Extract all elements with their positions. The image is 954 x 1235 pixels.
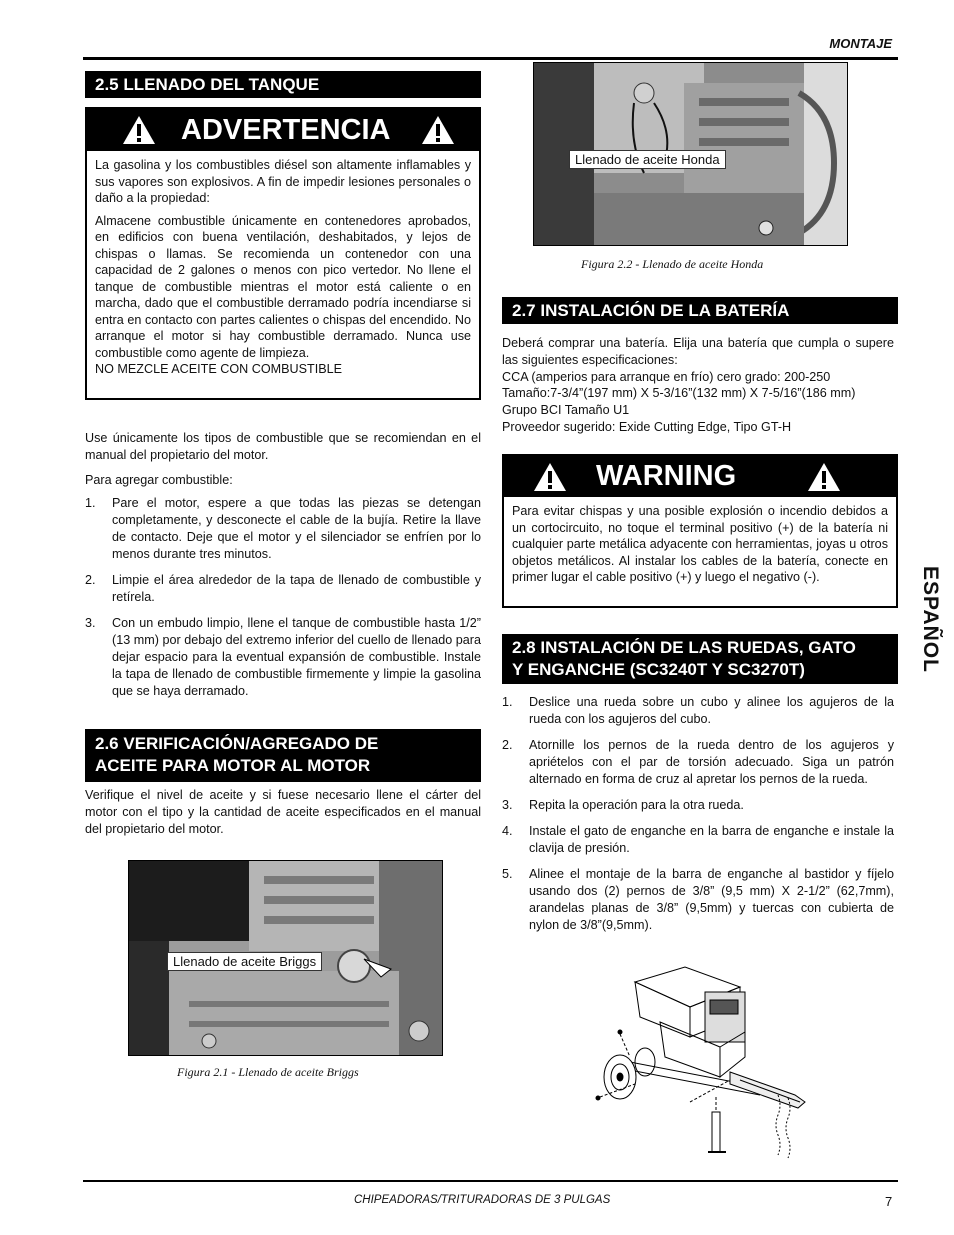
list-number: 1. — [85, 496, 96, 510]
list-item — [502, 823, 894, 857]
section-2-8-line2: Y ENGANCHE (SC3240T Y SC3270T) — [512, 660, 805, 679]
language-side-tab: ESPAÑOL — [919, 566, 942, 673]
list-item — [502, 866, 894, 934]
figure-2-2-label: Llenado de aceite Honda — [569, 150, 726, 169]
section-2-6-line2: ACEITE PARA MOTOR AL MOTOR — [95, 756, 371, 775]
warning-triangle-icon — [532, 461, 568, 493]
warning-header — [504, 456, 896, 497]
figure-2-1-label: Llenado de aceite Briggs — [167, 952, 322, 971]
header-rule — [83, 57, 898, 60]
battery-spec-line: Tamaño:7-3/4”(197 mm) X 5-3/16”(132 mm) X 7-5/16”(186 mm) — [502, 386, 856, 401]
warning-box — [502, 454, 898, 608]
battery-spec-line: Deberá comprar una batería. Elija una batería que cumpla o supere las siguientes especificaciones: — [502, 336, 894, 367]
advertencia-title: ADVERTENCIA — [181, 113, 391, 146]
list-number: 3. — [502, 798, 513, 812]
figure-2-2-photo — [533, 62, 848, 246]
warning-body: Para evitar chispas y una posible explosión o incendio debidos a un cortocircuito, no toque el terminal positivo (+) de la batería ni cualquier parte metálica adyacente con herramientas, joyas u otros objetos metálicos. Al instalar los cables de la batería, conecte en primer lugar el cable positivo (+) y luego el negativo (-). — [512, 504, 888, 584]
battery-spec-line: Grupo BCI Tamaño U1 — [502, 403, 630, 418]
section-2-6-body: Verifique el nivel de aceite y si fuese necesario llene el cárter del motor con el tipo y la cantidad de aceite especificados en el manual del propietario del motor. — [85, 788, 481, 836]
list-number: 3. — [85, 616, 96, 630]
list-item — [85, 572, 481, 606]
list-text: Instale el gato de enganche en la barra de enganche e instale la clavija de presión. — [529, 824, 894, 855]
list-item — [502, 694, 894, 728]
fuel-intro-block — [85, 430, 481, 497]
warning-title: WARNING — [596, 460, 737, 492]
list-item — [85, 615, 481, 700]
battery-spec-block — [502, 335, 894, 436]
list-item — [502, 797, 894, 814]
fuel-lead: Para agregar combustible: — [85, 473, 233, 487]
running-header: MONTAJE — [829, 36, 892, 51]
warning-triangle-icon — [121, 114, 157, 146]
section-2-7-heading: 2.7 INSTALACIÓN DE LA BATERÍA — [502, 297, 898, 324]
list-number: 2. — [85, 573, 96, 587]
list-text: Deslice una rueda sobre un cubo y alinee los agujeros de la rueda con los agujeros del cubo. — [529, 695, 894, 726]
figure-2-1-photo — [128, 860, 443, 1056]
figure-2-2-caption: Figura 2.2 - Llenado de aceite Honda — [581, 257, 764, 271]
footer-title: CHIPEADORAS/TRITURADORAS DE 3 PULGAS — [354, 1194, 611, 1206]
list-text: Limpie el área alrededor de la tapa de llenado de combustible y retírela. — [112, 573, 481, 604]
advertencia-box — [85, 107, 481, 400]
figure-2-1-caption: Figura 2.1 - Llenado de aceite Briggs — [177, 1065, 359, 1079]
list-number: 1. — [502, 695, 513, 709]
advertencia-body — [87, 151, 479, 390]
list-text: Alinee el montaje de la barra de enganche al bastidor y fíjelo usando dos (2) pernos de 3/8” (9,5 mm) X 2-1/2” (62,7mm), arandelas planas de 3/8” (9,5mm) y tuercas con cubierta de nylon de 3/8”(9,5mm). — [529, 867, 894, 932]
battery-spec-line: CCA (amperios para arranque en frío) cero grado: 200-250 — [502, 369, 831, 384]
advertencia-paragraph: NO MEZCLE ACEITE CON COMBUSTIBLE — [95, 362, 343, 376]
list-number: 5. — [502, 867, 513, 881]
list-number: 2. — [502, 738, 513, 752]
wheels-steps-list — [502, 694, 894, 943]
list-item — [85, 495, 481, 563]
advertencia-paragraph: Almacene combustible únicamente en contenedores aprobados, en edificios con buena ventilación, deshabitados, y lejos de chispas o llamas. Se recomienda un contenedor con una capacidad de 2 galones o menos con pico vertedor. No llene el tanque de combustible mientras el motor está caliente o en marcha, dado que el combustible derramado podría incendiarse si entra en contacto con partes calientes o chispas del encendido. No arranque el motor si hay combustible derramado. Nunca use combustible como agente de limpieza. — [95, 213, 471, 360]
section-2-6-heading — [85, 729, 481, 782]
list-text: Atornille los pernos de la rueda dentro de los agujeros y apriételos con el par de torsión adecuado. Siga un patrón alternado en forma de cruz al apretar los pernos de la rueda. — [529, 738, 894, 786]
section-2-8-heading — [502, 634, 898, 684]
list-item — [502, 737, 894, 788]
footer-rule — [83, 1180, 898, 1182]
list-text: Pare el motor, espere a que todas las piezas se detengan completamente, y desconecte el cable de la bujía. Retire la llave de contacto. Deje que el motor y el silenciador se enfríen por lo menos durante tres minutos. — [112, 496, 481, 561]
warning-triangle-icon — [806, 461, 842, 493]
warning-triangle-icon — [420, 114, 456, 146]
advertencia-paragraph: La gasolina y los combustibles diésel son altamente inflamables y sus vapores son explosivos. A fin de impedir lesiones personales o daño a la propiedad: — [95, 158, 471, 205]
section-2-8-line1: 2.8 INSTALACIÓN DE LAS RUEDAS, GATO — [512, 638, 856, 657]
list-text: Repita la operación para la otra rueda. — [529, 798, 744, 812]
wheel-jack-hitch-diagram — [590, 962, 855, 1172]
section-2-5-heading: 2.5 LLENADO DEL TANQUE — [85, 71, 481, 98]
fuel-steps-list — [85, 495, 481, 709]
list-number: 4. — [502, 824, 513, 838]
battery-spec-line: Proveedor sugerido: Exide Cutting Edge, Tipo GT-H — [502, 419, 792, 434]
advertencia-header — [87, 109, 479, 151]
list-text: Con un embudo limpio, llene el tanque de combustible hasta 1/2” (13 mm) por debajo del extremo inferior del cuello de llenado para dejar espacio para la eventual expansión de combustible. Instale la tapa de llenado de combustible firmemente y limpie la gasolina que se haya derramado. — [112, 616, 481, 698]
section-2-6-line1: 2.6 VERIFICACIÓN/AGREGADO DE — [95, 734, 379, 753]
fuel-intro: Use únicamente los tipos de combustible que se recomiendan en el manual del propietario del motor. — [85, 431, 481, 462]
page-number: 7 — [885, 1194, 893, 1209]
